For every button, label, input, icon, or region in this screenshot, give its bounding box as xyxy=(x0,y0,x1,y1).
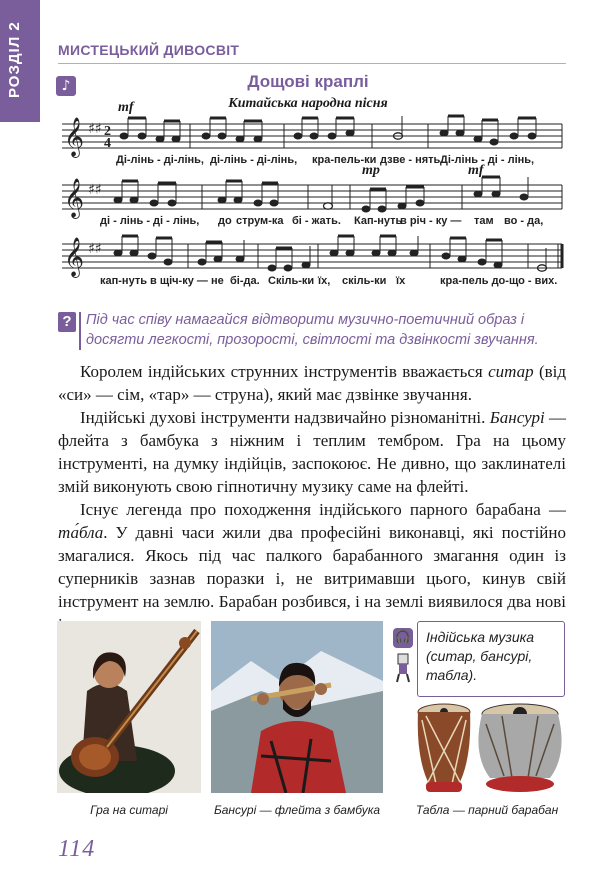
lyric: до xyxy=(218,215,232,227)
sitar-player-photo xyxy=(57,621,201,793)
caption-tabla: Табла — парний барабан xyxy=(415,803,559,817)
question-text: Під час співу намагайся відтворити музично-поетичний образ і досягти легкості, прозорості, світлості та дзвінкості звучання. xyxy=(86,312,539,348)
svg-text:𝄞: 𝄞 xyxy=(64,178,85,218)
lyric: бі-да. xyxy=(230,275,260,287)
question-divider xyxy=(79,312,81,350)
song-subtitle: Китайська народна пісня xyxy=(228,96,388,111)
lyric: в щіч-ку — не xyxy=(150,275,224,287)
staff-3 xyxy=(62,236,562,278)
bansuri-player-photo xyxy=(211,621,383,793)
lyric: кап-нуть xyxy=(100,275,147,287)
chapter-tab-label: РОЗДІЛ 2 xyxy=(6,21,23,99)
lyric: Ді-лінь - ді-лінь, xyxy=(116,154,204,166)
headphones-icon: 🎧 xyxy=(393,628,413,648)
song-title: Дощові краплі xyxy=(247,72,369,91)
lyric: в річ - ку — xyxy=(400,215,462,227)
paragraph: Існує легенда про походження індійського парного барабана — та́бла. У давні часи жили два професійні виконавці, які постійно змагалися. Якось під час палкого барабанного змагання один із суперників зазнав поразки і, не витримавши цього, кинув свій інструмент на землю. Барабан розбився, і на землі виявилося два нові xyxy=(58,500,566,611)
lyric: Ді-лінь - ді - лінь, xyxy=(440,154,535,166)
dynamic-mark-1: mf xyxy=(118,100,134,115)
lyric: Кап-нуть xyxy=(354,215,403,227)
staff-1 xyxy=(62,116,562,158)
lyric: струм-ка xyxy=(236,215,284,227)
lyric: дзве - нять. xyxy=(380,154,444,166)
lyric: ді-лінь - ді-лінь, xyxy=(210,154,298,166)
lyric: бі - жать. xyxy=(292,215,341,227)
dynamic-mark-2: mp xyxy=(362,163,380,178)
tabla-photo xyxy=(412,700,562,796)
page-number: 114 xyxy=(58,836,96,862)
section-title: МИСТЕЦЬКИЙ ДИВОСВІТ xyxy=(58,42,240,58)
music-note-icon: ♪ xyxy=(56,76,76,96)
body-text xyxy=(58,360,566,636)
info-box: Індійська музика (ситар, бансурі, табла). xyxy=(417,621,565,697)
lyric: їх xyxy=(396,275,406,287)
lyric: там xyxy=(474,215,494,227)
lyric: Скіль-ки xyxy=(268,275,315,287)
svg-text:♯♯: ♯♯ xyxy=(88,182,102,198)
paragraph: Індійські духові інструменти надзвичайно різноманітні. Бансурі — флейта з бамбука з ніжним і теплим тембром. Гра на цьому інструменті, на думку індійців, заспокоює. Не дивно, що заклинателі змій виконують свою гіпнотичну музику саме на флейті. xyxy=(58,408,566,496)
question-mark-icon: ? xyxy=(58,312,76,332)
lyric: ді - лінь - ді - лінь, xyxy=(100,215,200,227)
lyric: скіль-ки xyxy=(342,275,387,287)
lyric: кра-пель-ки xyxy=(312,154,377,166)
dynamic-mark-3: mf xyxy=(468,163,484,178)
caption-bansuri: Бансурі — флейта з бамбука xyxy=(213,803,381,817)
lyric: їх, xyxy=(318,275,331,287)
svg-text:𝄞: 𝄞 xyxy=(64,117,85,157)
paragraph: Королем індійських струнних інструментів вважається ситар (від «си» — сім, «тар» — струна), який має дзвінке звучання. xyxy=(58,362,567,404)
svg-text:♯♯: ♯♯ xyxy=(88,121,102,137)
student-figure-icon xyxy=(391,652,415,684)
lyric: во - да, xyxy=(504,215,544,227)
svg-text:♯♯: ♯♯ xyxy=(88,241,102,257)
svg-text:4: 4 xyxy=(104,136,111,151)
staff-2 xyxy=(62,177,562,219)
sheet-music xyxy=(0,0,616,300)
lyric: кра-пель до-що - вих. xyxy=(440,275,558,287)
caption-sitar: Гра на ситарі xyxy=(90,803,168,817)
svg-text:𝄞: 𝄞 xyxy=(64,237,85,277)
svg-text:2: 2 xyxy=(104,124,111,139)
